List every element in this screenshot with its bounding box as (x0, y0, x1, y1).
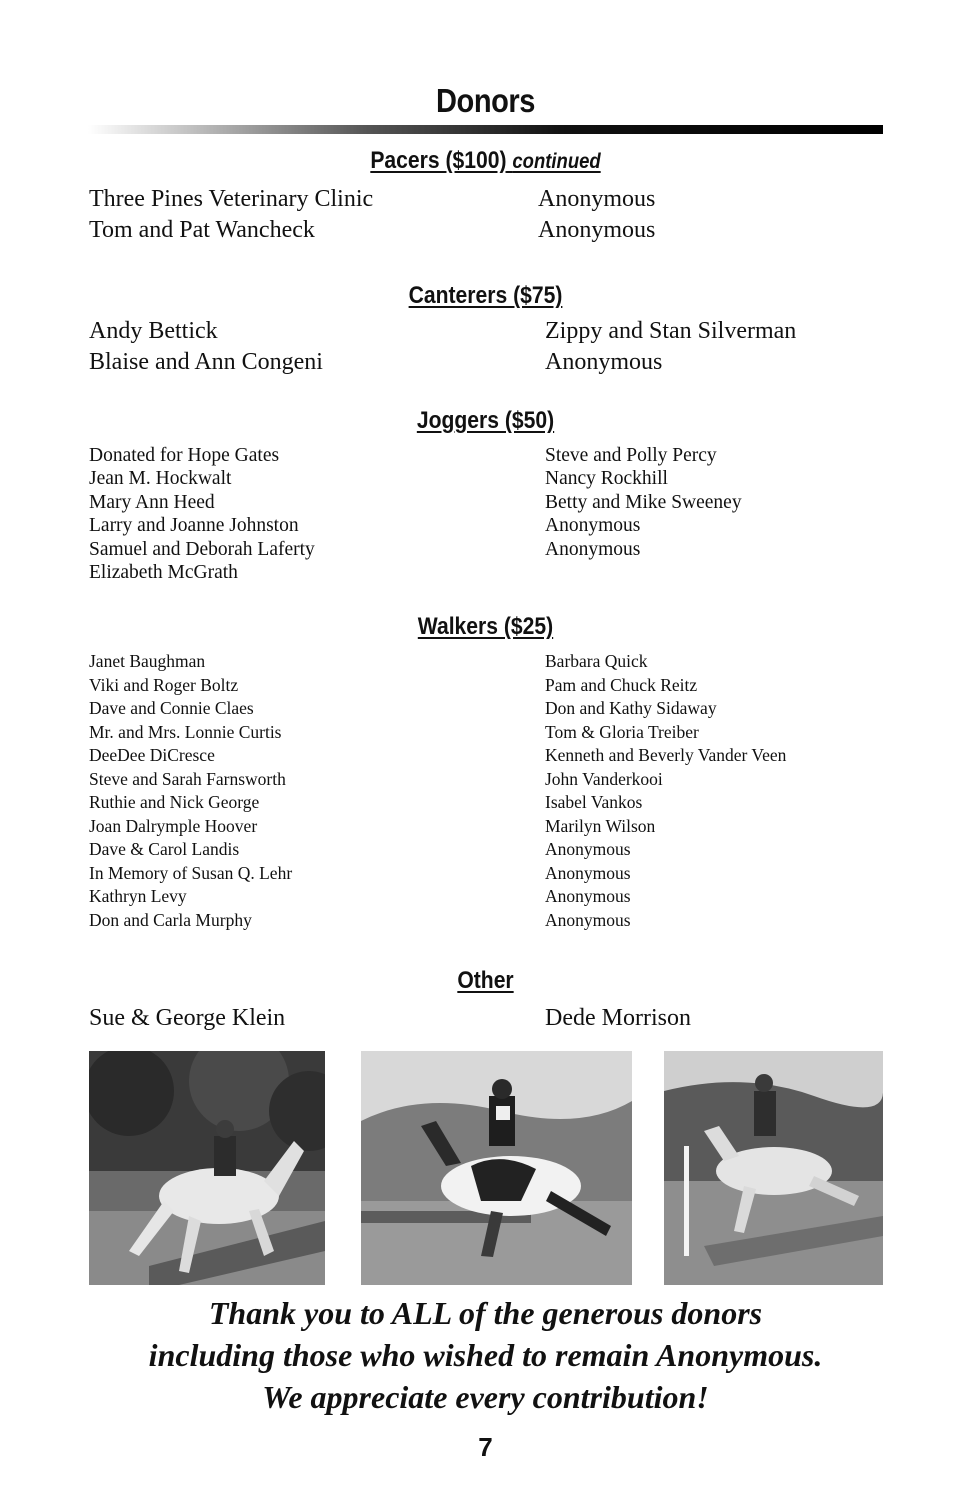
donor-name: Don and Carla Murphy (89, 909, 252, 930)
title-gradient-rule (88, 125, 883, 134)
donor-name: Steve and Sarah Farnsworth (89, 768, 286, 789)
joggers-heading: Joggers ($50) (416, 407, 555, 434)
donor-name: Kathryn Levy (89, 886, 187, 906)
donor-name: Betty and Mike Sweeney (545, 491, 742, 513)
donor-name: Anonymous (545, 538, 641, 560)
donor-name: Anonymous (545, 909, 631, 930)
donor-name: Dave and Connie Claes (89, 698, 254, 718)
joggers-right-column (545, 444, 742, 561)
donor-name: Anonymous (545, 839, 631, 859)
donor-name: Kenneth and Beverly Vander Veen (545, 745, 787, 765)
walkers-left-column (89, 650, 292, 932)
donor-name: Three Pines Veterinary Clinic (89, 186, 374, 212)
donor-name: Marilyn Wilson (545, 815, 656, 836)
thank-you-line-2: including those who wished to remain Anonymous. (148, 1337, 823, 1373)
walkers-right-column (545, 650, 786, 932)
walkers-heading: Walkers ($25) (417, 613, 554, 640)
thank-you-line-1: Thank you to ALL of the generous donors (208, 1295, 763, 1331)
page-title: Donors (436, 82, 535, 119)
paint-horse-jumping-image (361, 1051, 632, 1285)
donor-name: In Memory of Susan Q. Lehr (89, 862, 293, 883)
pacers-heading-suffix: continued (512, 150, 601, 173)
donor-name: Janet Baughman (89, 651, 206, 671)
donor-name: John Vanderkooi (545, 768, 663, 789)
donor-name: Zippy and Stan Silverman (545, 318, 797, 344)
other-left-column (89, 1003, 285, 1034)
canterers-heading: Canterers ($75) (408, 282, 563, 309)
donor-name: Elizabeth McGrath (89, 562, 238, 584)
donor-name: DeeDee DiCresce (89, 745, 215, 765)
donor-name: Joan Dalrymple Hoover (89, 815, 258, 836)
donor-name: Andy Bettick (89, 318, 218, 344)
donor-name: Anonymous (538, 186, 656, 212)
donor-name: Blaise and Ann Congeni (89, 349, 323, 375)
canterers-right-column (545, 316, 796, 378)
pacers-right-column (538, 184, 655, 246)
donor-name: Tom & Gloria Treiber (545, 721, 699, 742)
donor-name: Anonymous (545, 349, 663, 375)
donor-name: Viki and Roger Boltz (89, 674, 239, 695)
donor-name: Pam and Chuck Reitz (545, 674, 698, 695)
canterers-left-column (89, 316, 323, 378)
horse-jumping-log-image (89, 1051, 325, 1285)
pony-jumping-image (664, 1051, 883, 1285)
other-heading: Other (457, 967, 514, 994)
paint-horse-jumping-photo (361, 1051, 632, 1285)
donor-name: Barbara Quick (545, 651, 648, 671)
donor-name: Larry and Joanne Johnston (89, 515, 299, 537)
donor-name: Steve and Polly Percy (545, 445, 717, 466)
donor-name: Mr. and Mrs. Lonnie Curtis (89, 721, 282, 742)
donor-name: Mary Ann Heed (89, 491, 215, 513)
donor-name: Isabel Vankos (545, 792, 643, 812)
donor-name: Jean M. Hockwalt (89, 468, 232, 490)
donor-name: Nancy Rockhill (545, 468, 668, 490)
thank-you-line-3: We appreciate every contribution! (262, 1379, 709, 1415)
joggers-left-column (89, 444, 315, 584)
donor-name: Anonymous (545, 862, 631, 883)
donor-name: Dave & Carol Landis (89, 839, 240, 859)
donor-name: Anonymous (538, 217, 656, 243)
donor-name: Sue & George Klein (89, 1005, 286, 1031)
donor-name: Anonymous (545, 515, 641, 537)
other-right-column (545, 1003, 691, 1034)
pacers-heading-text: Pacers ($100) (370, 147, 507, 174)
pony-jumping-photo (664, 1051, 883, 1285)
donor-name: Donated for Hope Gates (89, 445, 280, 466)
pacers-left-column (89, 184, 373, 246)
thank-you-message (0, 1292, 971, 1418)
pacers-heading (58, 147, 912, 175)
donor-name: Tom and Pat Wancheck (89, 217, 315, 243)
donor-name: Dede Morrison (545, 1005, 691, 1031)
donor-name: Ruthie and Nick George (89, 792, 260, 812)
donor-name: Samuel and Deborah Laferty (89, 538, 315, 560)
page-number: 7 (478, 1432, 493, 1462)
horse-jumping-log-photo (89, 1051, 325, 1285)
donor-name: Don and Kathy Sidaway (545, 698, 717, 718)
donor-name: Anonymous (545, 886, 631, 906)
